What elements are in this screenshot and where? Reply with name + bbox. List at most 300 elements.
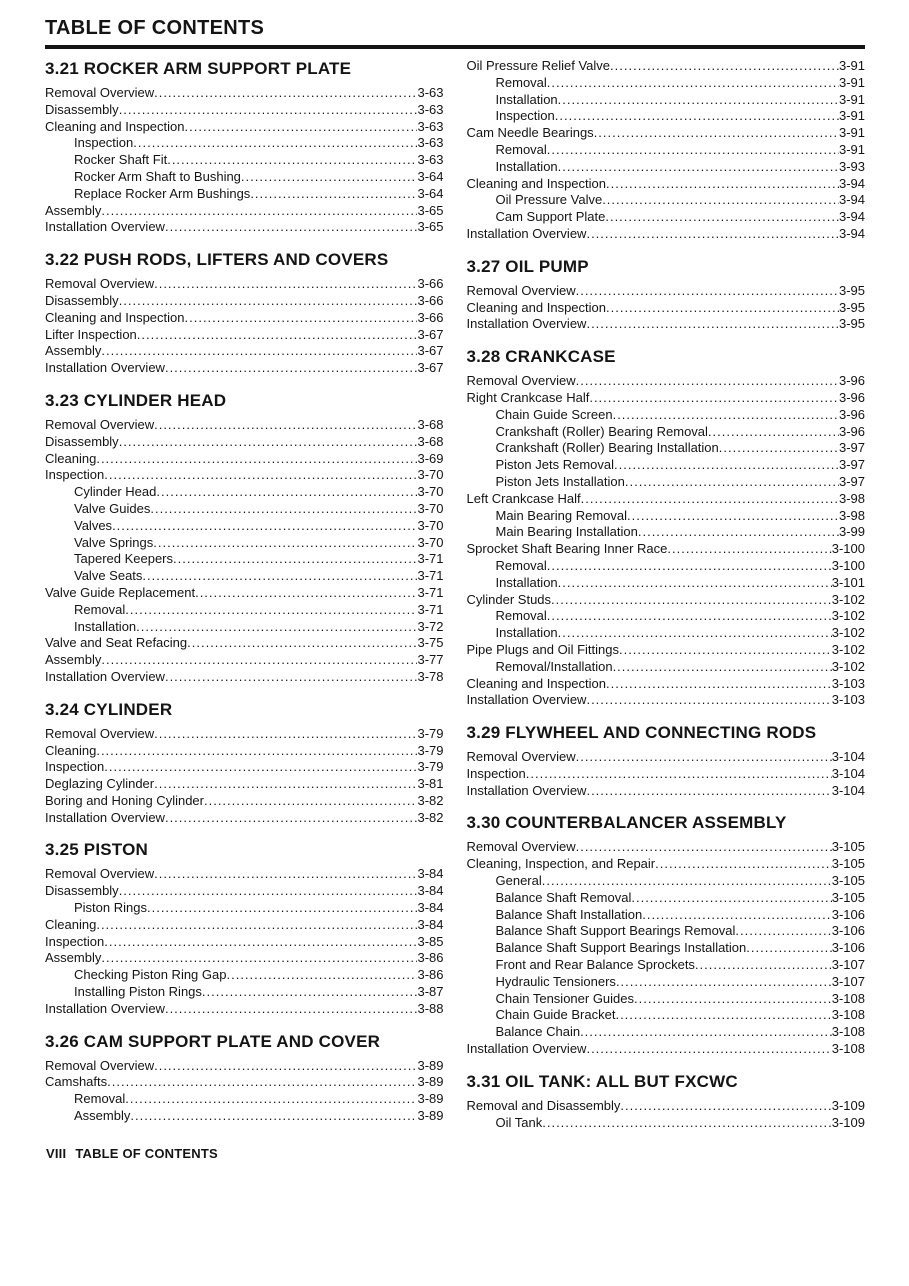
toc-entry — [467, 873, 866, 890]
toc-entry — [467, 1041, 866, 1058]
dot-leader-icon — [619, 642, 832, 659]
toc-entry — [467, 440, 866, 457]
toc-entry-page-number: 3-75 — [417, 635, 444, 651]
dot-leader-icon — [547, 142, 839, 159]
toc-entry-label: Cleaning and Inspection — [466, 299, 606, 315]
dot-leader-icon — [610, 58, 839, 75]
dot-leader-icon — [185, 119, 418, 136]
toc-entry-label: Chain Guide Bracket — [495, 1007, 616, 1023]
toc-entry — [467, 592, 866, 609]
toc-entry-label: Valves — [74, 517, 113, 533]
toc-entry-page-number: 3-66 — [417, 309, 444, 325]
dot-leader-icon — [165, 1001, 418, 1018]
toc-entry — [467, 907, 866, 924]
dot-leader-icon — [606, 176, 839, 193]
section-heading: 3.31 OIL TANK: ALL BUT FXCWC — [466, 1071, 738, 1091]
toc-entry — [45, 169, 444, 186]
toc-entry-page-number: 3-96 — [838, 406, 865, 422]
dot-leader-icon — [142, 568, 417, 585]
footer-page-number: VIII — [46, 1146, 67, 1161]
toc-entry-page-number: 3-107 — [831, 957, 865, 973]
section-entries — [45, 1058, 444, 1125]
dot-leader-icon — [642, 907, 832, 924]
toc-entry-page-number: 3-93 — [838, 158, 865, 174]
toc-section — [467, 812, 866, 1057]
dot-leader-icon — [558, 159, 839, 176]
toc-entry-label: Removal Overview — [45, 276, 155, 292]
toc-entry — [467, 125, 866, 142]
toc-entry-label: Installation Overview — [466, 692, 587, 708]
dot-leader-icon — [606, 300, 839, 317]
dot-leader-icon — [112, 518, 417, 535]
toc-entry-label: Removal Overview — [466, 839, 576, 855]
dot-leader-icon — [586, 1041, 831, 1058]
section-entries — [45, 85, 444, 236]
toc-section — [467, 722, 866, 799]
section-entries — [45, 417, 444, 686]
toc-entry-page-number: 3-69 — [417, 450, 444, 466]
toc-section — [45, 699, 444, 827]
toc-entry-label: Cleaning — [45, 450, 97, 466]
toc-entry-page-number: 3-103 — [831, 692, 865, 708]
toc-entry — [45, 1001, 444, 1018]
toc-entry-label: Disassembly — [45, 292, 119, 308]
toc-entry — [45, 293, 444, 310]
toc-entry-label: Oil Tank — [495, 1114, 543, 1130]
toc-entry-label: Valve and Seat Refacing — [45, 635, 188, 651]
toc-entry-page-number: 3-103 — [831, 675, 865, 691]
toc-entry-page-number: 3-71 — [417, 568, 444, 584]
dot-leader-icon — [719, 440, 839, 457]
toc-entry-label: Installation — [495, 91, 558, 107]
dot-leader-icon — [137, 327, 418, 344]
dot-leader-icon — [627, 508, 839, 525]
toc-entry-label: Installation Overview — [45, 668, 165, 684]
toc-entry-label: Chain Tensioner Guides — [495, 990, 635, 1006]
toc-entry — [45, 343, 444, 360]
dot-leader-icon — [594, 125, 839, 142]
toc-entry — [45, 551, 444, 568]
toc-entry — [467, 839, 866, 856]
toc-entry-label: Lifter Inspection — [45, 326, 137, 342]
toc-entry-label: Removal Overview — [466, 282, 576, 298]
toc-entry-label: Cam Needle Bearings — [466, 125, 594, 141]
toc-entry — [467, 659, 866, 676]
toc-entry-label: Assembly — [45, 652, 102, 668]
dot-leader-icon — [101, 950, 417, 967]
toc-entry-label: Checking Piston Ring Gap — [74, 967, 227, 983]
toc-entry — [45, 1074, 444, 1091]
toc-entry-page-number: 3-108 — [831, 1007, 865, 1023]
toc-entry — [467, 457, 866, 474]
dot-leader-icon — [150, 501, 417, 518]
toc-entry-page-number: 3-70 — [417, 517, 444, 533]
toc-entry-label: Balance Shaft Support Bearings Installation — [495, 940, 747, 956]
toc-section — [45, 390, 444, 686]
dot-leader-icon — [195, 585, 417, 602]
toc-entry-page-number: 3-63 — [417, 85, 444, 100]
toc-entry-label: Cleaning — [45, 742, 97, 758]
toc-entry-page-number: 3-67 — [417, 360, 444, 376]
toc-entry — [467, 1007, 866, 1024]
dot-leader-icon — [147, 900, 417, 917]
dot-leader-icon — [156, 484, 417, 501]
toc-entry — [467, 991, 866, 1008]
section-heading: 3.21 ROCKER ARM SUPPORT PLATE — [45, 59, 352, 78]
toc-entry-page-number: 3-105 — [831, 889, 865, 905]
toc-entry-label: Replace Rocker Arm Bushings — [74, 185, 251, 201]
toc-entry-label: Pipe Plugs and Oil Fittings — [466, 641, 619, 657]
toc-entry-label: Oil Pressure Valve — [495, 192, 603, 208]
dot-leader-icon — [542, 1115, 832, 1132]
toc-entry — [467, 159, 866, 176]
toc-entry — [467, 974, 866, 991]
toc-entry-label: Rocker Arm Shaft to Bushing — [74, 168, 241, 184]
toc-entry-page-number: 3-84 — [417, 900, 444, 916]
toc-entry-label: Balance Chain — [495, 1024, 581, 1040]
toc-entry-label: Assembly — [45, 950, 102, 966]
toc-entry-label: Crankshaft (Roller) Bearing Removal — [495, 423, 708, 439]
dot-leader-icon — [605, 209, 839, 226]
toc-columns — [45, 58, 865, 1131]
toc-entry-page-number: 3-108 — [831, 1041, 865, 1057]
toc-entry-page-number: 3-79 — [417, 725, 444, 741]
toc-entry — [45, 1108, 444, 1125]
toc-entry-label: Tapered Keepers — [74, 551, 174, 567]
section-heading: 3.29 FLYWHEEL AND CONNECTING RODS — [466, 723, 817, 743]
toc-entry — [45, 219, 444, 236]
dot-leader-icon — [165, 810, 418, 827]
toc-entry-page-number: 3-85 — [417, 933, 444, 949]
toc-entry-page-number: 3-94 — [838, 192, 865, 208]
toc-entry-page-number: 3-109 — [831, 1097, 865, 1113]
dot-leader-icon — [167, 152, 417, 169]
toc-entry-label: Assembly — [45, 343, 102, 359]
toc-entry-label: Inspection — [45, 467, 105, 483]
toc-entry-page-number: 3-104 — [831, 782, 865, 798]
toc-entry — [45, 568, 444, 585]
toc-entry-page-number: 3-102 — [831, 641, 865, 657]
toc-entry — [467, 92, 866, 109]
toc-section — [467, 58, 866, 243]
dot-leader-icon — [631, 890, 831, 907]
toc-section — [45, 1031, 444, 1125]
toc-entry — [467, 373, 866, 390]
toc-entry-page-number: 3-63 — [417, 118, 444, 134]
toc-entry — [467, 1098, 866, 1115]
page-title: TABLE OF CONTENTS — [45, 17, 265, 39]
toc-entry-label: Chain Guide Screen — [495, 406, 613, 422]
toc-entry-label: Inspection — [45, 759, 105, 775]
section-heading: 3.22 PUSH RODS, LIFTERS AND COVERS — [45, 250, 389, 270]
toc-entry — [45, 950, 444, 967]
toc-entry — [467, 316, 866, 333]
page-footer — [46, 1146, 218, 1161]
toc-entry-page-number: 3-77 — [417, 652, 444, 668]
toc-entry-page-number: 3-97 — [838, 473, 865, 489]
toc-entry — [45, 186, 444, 203]
toc-section — [45, 839, 444, 1017]
dot-leader-icon — [101, 203, 417, 220]
toc-entry — [467, 524, 866, 541]
toc-entry-page-number: 3-84 — [417, 866, 444, 882]
toc-entry — [467, 783, 866, 800]
toc-entry-label: Camshafts — [45, 1074, 108, 1090]
toc-entry-label: Removal — [74, 601, 126, 617]
toc-entry-label: Installation Overview — [45, 219, 165, 235]
toc-entry — [45, 602, 444, 619]
toc-entry-page-number: 3-96 — [838, 373, 865, 389]
toc-entry-label: Installation Overview — [466, 1041, 587, 1057]
toc-entry — [45, 1058, 444, 1075]
toc-entry-label: Cleaning and Inspection — [466, 175, 606, 191]
toc-entry-label: Cleaning and Inspection — [45, 118, 185, 134]
dot-leader-icon — [581, 491, 839, 508]
section-entries — [467, 373, 866, 709]
toc-entry-page-number: 3-107 — [831, 973, 865, 989]
toc-entry-page-number: 3-67 — [417, 326, 444, 342]
toc-entry — [467, 692, 866, 709]
toc-entry — [45, 810, 444, 827]
toc-entry — [467, 142, 866, 159]
toc-entry-page-number: 3-100 — [831, 557, 865, 573]
toc-entry — [467, 749, 866, 766]
dot-leader-icon — [119, 293, 418, 310]
toc-entry-label: Front and Rear Balance Sprockets — [495, 957, 695, 973]
toc-entry-label: Cylinder Head — [74, 484, 157, 500]
toc-entry-page-number: 3-88 — [417, 1000, 444, 1016]
toc-entry — [467, 625, 866, 642]
toc-entry-label: Hydraulic Tensioners — [495, 973, 616, 989]
toc-entry — [467, 491, 866, 508]
toc-column — [467, 58, 866, 1131]
toc-entry — [467, 424, 866, 441]
toc-entry — [45, 119, 444, 136]
toc-entry-page-number: 3-65 — [417, 202, 444, 218]
toc-entry-page-number: 3-72 — [417, 618, 444, 634]
toc-entry-page-number: 3-91 — [838, 58, 865, 73]
toc-entry — [45, 135, 444, 152]
dot-leader-icon — [746, 940, 831, 957]
toc-entry-label: Boring and Honing Cylinder — [45, 792, 204, 808]
toc-entry-label: Removal Overview — [45, 725, 155, 741]
dot-leader-icon — [542, 873, 832, 890]
toc-entry-label: Removal — [495, 557, 547, 573]
toc-entry — [45, 203, 444, 220]
dot-leader-icon — [204, 793, 417, 810]
toc-entry-page-number: 3-63 — [417, 135, 444, 151]
toc-entry — [45, 310, 444, 327]
toc-entry-page-number: 3-63 — [417, 152, 444, 168]
section-heading: 3.25 PISTON — [45, 840, 148, 860]
toc-entry-label: Installation Overview — [45, 1000, 165, 1016]
toc-entry-page-number: 3-94 — [838, 175, 865, 191]
dot-leader-icon — [613, 659, 832, 676]
toc-entry-page-number: 3-100 — [831, 541, 865, 557]
toc-entry — [45, 866, 444, 883]
dot-leader-icon — [602, 192, 839, 209]
dot-leader-icon — [551, 592, 832, 609]
toc-entry — [467, 283, 866, 300]
toc-entry-page-number: 3-89 — [417, 1074, 444, 1090]
toc-section — [45, 58, 444, 236]
toc-entry-page-number: 3-71 — [417, 551, 444, 567]
toc-section — [467, 346, 866, 709]
toc-entry-label: Inspection — [466, 765, 526, 781]
dot-leader-icon — [101, 652, 417, 669]
toc-entry-label: Removal Overview — [45, 866, 155, 882]
toc-entry — [45, 85, 444, 102]
toc-entry-label: Installation Overview — [466, 225, 587, 241]
toc-entry-page-number: 3-91 — [838, 141, 865, 157]
toc-entry — [467, 642, 866, 659]
toc-entry — [45, 585, 444, 602]
toc-entry-label: Installing Piston Rings — [74, 984, 202, 1000]
toc-entry — [45, 652, 444, 669]
toc-section — [45, 249, 444, 377]
toc-entry-page-number: 3-95 — [838, 282, 865, 298]
dot-leader-icon — [576, 749, 832, 766]
dot-leader-icon — [96, 451, 417, 468]
toc-entry-page-number: 3-67 — [417, 343, 444, 359]
toc-entry-page-number: 3-104 — [831, 765, 865, 781]
toc-entry-page-number: 3-70 — [417, 484, 444, 500]
toc-entry-page-number: 3-89 — [417, 1091, 444, 1107]
toc-entry-page-number: 3-106 — [831, 940, 865, 956]
dot-leader-icon — [555, 108, 839, 125]
toc-entry — [467, 541, 866, 558]
toc-entry-page-number: 3-87 — [417, 984, 444, 1000]
toc-entry — [45, 967, 444, 984]
toc-entry-label: Removal Overview — [45, 85, 155, 100]
dot-leader-icon — [173, 551, 417, 568]
toc-entry — [467, 474, 866, 491]
toc-entry — [45, 360, 444, 377]
toc-entry-page-number: 3-108 — [831, 990, 865, 1006]
toc-entry-page-number: 3-105 — [831, 856, 865, 872]
toc-entry — [45, 934, 444, 951]
dot-leader-icon — [133, 135, 417, 152]
dot-leader-icon — [620, 1098, 831, 1115]
toc-entry-label: Valve Guide Replacement — [45, 584, 196, 600]
section-heading: 3.26 CAM SUPPORT PLATE AND COVER — [45, 1031, 381, 1051]
toc-entry-label: Valve Seats — [74, 568, 143, 584]
section-entries — [467, 58, 866, 243]
dot-leader-icon — [136, 619, 417, 636]
dot-leader-icon — [101, 343, 417, 360]
toc-entry-page-number: 3-91 — [838, 108, 865, 124]
toc-entry — [467, 575, 866, 592]
dot-leader-icon — [586, 316, 839, 333]
toc-entry-label: Inspection — [74, 135, 134, 151]
toc-entry-page-number: 3-106 — [831, 906, 865, 922]
toc-entry — [45, 484, 444, 501]
toc-entry-label: Main Bearing Removal — [495, 507, 628, 523]
toc-entry-label: Balance Shaft Support Bearings Removal — [495, 923, 736, 939]
dot-leader-icon — [154, 776, 417, 793]
toc-entry-page-number: 3-105 — [831, 839, 865, 855]
dot-leader-icon — [625, 474, 839, 491]
dot-leader-icon — [735, 923, 831, 940]
dot-leader-icon — [96, 743, 417, 760]
toc-entry — [45, 1091, 444, 1108]
dot-leader-icon — [154, 417, 417, 434]
dot-leader-icon — [165, 360, 418, 377]
toc-entry-label: Cam Support Plate — [495, 209, 606, 225]
toc-entry-label: Removal and Disassembly — [466, 1097, 621, 1113]
toc-entry-label: Removal Overview — [466, 373, 576, 389]
dot-leader-icon — [634, 991, 832, 1008]
toc-entry — [467, 176, 866, 193]
toc-entry — [467, 75, 866, 92]
toc-entry-label: Installation Overview — [466, 316, 587, 332]
toc-entry — [45, 501, 444, 518]
toc-entry-page-number: 3-71 — [417, 584, 444, 600]
section-heading: 3.24 CYLINDER — [45, 699, 173, 719]
toc-entry-label: Left Crankcase Half — [466, 490, 581, 506]
dot-leader-icon — [667, 541, 831, 558]
toc-entry — [45, 518, 444, 535]
toc-entry-label: Balance Shaft Installation — [495, 906, 643, 922]
toc-column — [45, 58, 444, 1131]
toc-entry-page-number: 3-109 — [831, 1114, 865, 1130]
toc-entry — [45, 669, 444, 686]
dot-leader-icon — [154, 726, 417, 743]
toc-entry-label: Disassembly — [45, 433, 119, 449]
toc-entry-label: Oil Pressure Relief Valve — [466, 58, 611, 73]
dot-leader-icon — [586, 226, 839, 243]
dot-leader-icon — [119, 102, 418, 119]
toc-entry-page-number: 3-68 — [417, 433, 444, 449]
toc-entry-page-number: 3-106 — [831, 923, 865, 939]
toc-entry-page-number: 3-98 — [838, 507, 865, 523]
toc-entry — [467, 766, 866, 783]
toc-entry-label: Right Crankcase Half — [466, 389, 590, 405]
dot-leader-icon — [125, 602, 417, 619]
dot-leader-icon — [580, 1024, 832, 1041]
toc-entry-page-number: 3-70 — [417, 500, 444, 516]
toc-entry — [467, 1115, 866, 1132]
toc-entry-page-number: 3-68 — [417, 416, 444, 432]
toc-entry-label: Cleaning and Inspection — [45, 309, 185, 325]
toc-entry-page-number: 3-84 — [417, 916, 444, 932]
toc-entry-label: Valve Guides — [74, 500, 151, 516]
section-entries — [45, 276, 444, 377]
dot-leader-icon — [154, 276, 417, 293]
toc-entry-label: Crankshaft (Roller) Bearing Installation — [495, 440, 719, 456]
toc-entry-page-number: 3-84 — [417, 883, 444, 899]
toc-entry-page-number: 3-99 — [838, 524, 865, 540]
toc-entry-page-number: 3-97 — [838, 440, 865, 456]
toc-entry-label: Installation Overview — [45, 809, 165, 825]
toc-entry-label: Sprocket Shaft Bearing Inner Race — [466, 541, 668, 557]
toc-entry — [467, 407, 866, 424]
dot-leader-icon — [615, 1007, 831, 1024]
toc-entry — [45, 776, 444, 793]
dot-leader-icon — [655, 856, 832, 873]
toc-entry-page-number: 3-82 — [417, 792, 444, 808]
section-heading: 3.28 CRANKCASE — [466, 347, 616, 367]
toc-entry — [45, 417, 444, 434]
dot-leader-icon — [558, 625, 832, 642]
toc-entry-label: Cylinder Studs — [466, 591, 552, 607]
toc-entry — [45, 726, 444, 743]
toc-entry-label: Piston Rings — [74, 900, 147, 916]
toc-entry-page-number: 3-91 — [838, 91, 865, 107]
toc-entry — [467, 58, 866, 75]
toc-entry-page-number: 3-104 — [831, 749, 865, 765]
toc-entry-label: Installation — [495, 625, 558, 641]
